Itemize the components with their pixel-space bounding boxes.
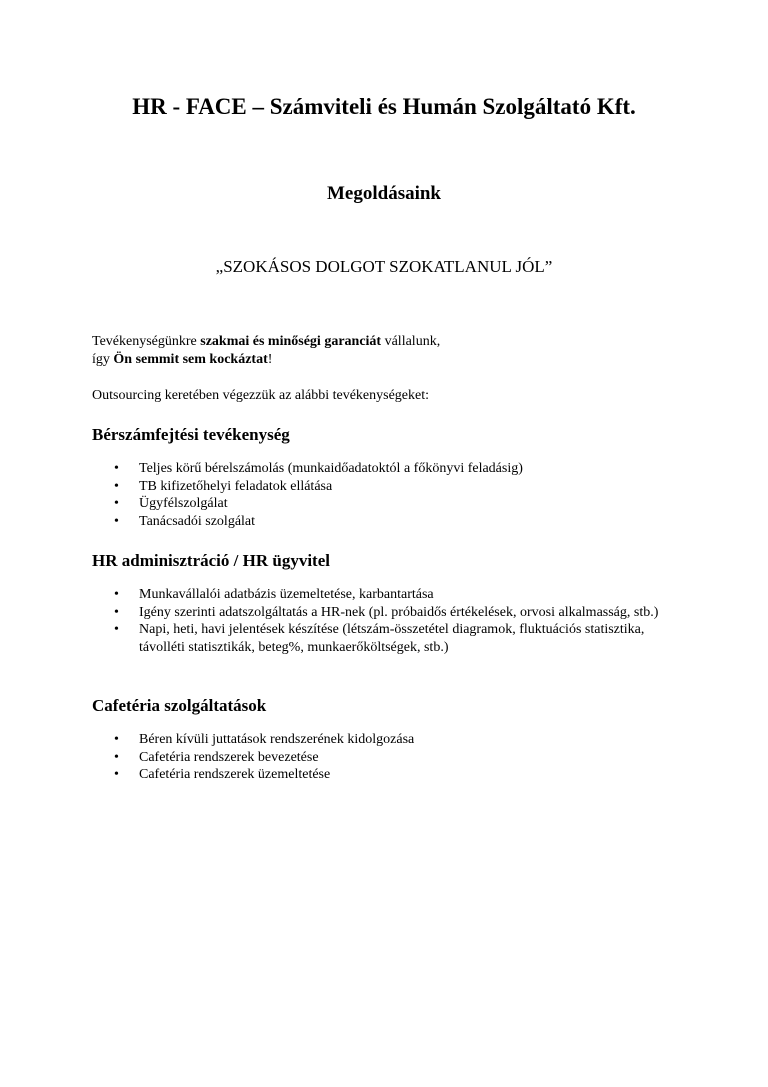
bullet-list — [92, 731, 692, 784]
intro-text: így — [92, 352, 114, 367]
bullet-icon: • — [114, 604, 119, 620]
list-item — [92, 586, 692, 604]
intro-text: Tevékenységünkre — [92, 334, 201, 349]
bullet-icon: • — [114, 513, 119, 529]
bullet-icon: • — [114, 496, 119, 511]
list-item — [92, 604, 692, 622]
list-item-text: Cafetéria rendszerek üzemeltetése — [139, 767, 331, 782]
list-item — [92, 495, 692, 513]
list-item-text: Ügyfélszolgálat — [139, 496, 228, 511]
section-title: Cafetéria szolgáltatások — [92, 696, 267, 715]
list-item — [92, 478, 692, 496]
section-hr-admin — [92, 550, 692, 656]
list-item-text: Cafetéria rendszerek bevezetése — [139, 749, 319, 765]
section-title: Bérszámfejtési tevékenység — [92, 425, 290, 444]
list-item — [92, 749, 692, 767]
slogan: „SZOKÁSOS DOLGOT SZOKATLANUL JÓL” — [215, 257, 553, 276]
intro-text: ! — [267, 352, 273, 367]
section-cafeteria — [92, 695, 692, 784]
document-title: HR - FACE – Számviteli és Humán Szolgáltató Kft. — [132, 94, 636, 119]
list-item-text: Béren kívüli juttatások rendszerének kidolgozása — [139, 732, 415, 747]
list-item — [92, 731, 692, 749]
document-subtitle: Megoldásaink — [326, 183, 442, 204]
intro-paragraph — [92, 333, 692, 369]
list-item-text: Tanácsadói szolgálat — [139, 513, 256, 529]
intro-bold-text: szakmai és minőségi garanciát — [200, 334, 382, 349]
intro-bold-text: Ön semmit sem kockáztat — [113, 352, 268, 367]
bullet-icon: • — [114, 478, 119, 494]
list-item — [92, 766, 692, 784]
bullet-list — [92, 460, 692, 530]
list-item-text: Teljes körű bérelszámolás (munkaidőadatoktól a főkönyvi feladásig) — [139, 461, 523, 476]
bullet-icon: • — [114, 622, 119, 637]
bullet-icon: • — [114, 461, 119, 476]
list-item — [92, 621, 692, 656]
bullet-icon: • — [114, 767, 119, 782]
list-item-text: Napi, heti, havi jelentések készítése (létszám-összetétel diagramok, fluktuációs statisztika, távolléti statisztikák, beteg%, munkaerőköltségek, stb.) — [139, 622, 645, 655]
outsourcing-paragraph: Outsourcing keretében végezzük az alábbi tevékenységeket: — [92, 388, 430, 403]
list-item — [92, 460, 692, 478]
bullet-list — [92, 586, 692, 656]
intro-text: vállalunk, — [381, 334, 441, 349]
list-item-text: TB kifizetőhelyi feladatok ellátása — [139, 478, 333, 494]
bullet-icon: • — [114, 732, 119, 747]
list-item-text: Munkavállalói adatbázis üzemeltetése, karbantartása — [139, 587, 434, 602]
section-title: HR adminisztráció / HR ügyvitel — [92, 551, 330, 570]
list-item — [92, 513, 692, 531]
bullet-icon: • — [114, 749, 119, 765]
section-payroll — [92, 424, 692, 530]
bullet-icon: • — [114, 587, 119, 602]
list-item-text: Igény szerinti adatszolgáltatás a HR-nek (pl. próbaidős értékelések, orvosi alkalmasság, stb.) — [139, 604, 659, 620]
